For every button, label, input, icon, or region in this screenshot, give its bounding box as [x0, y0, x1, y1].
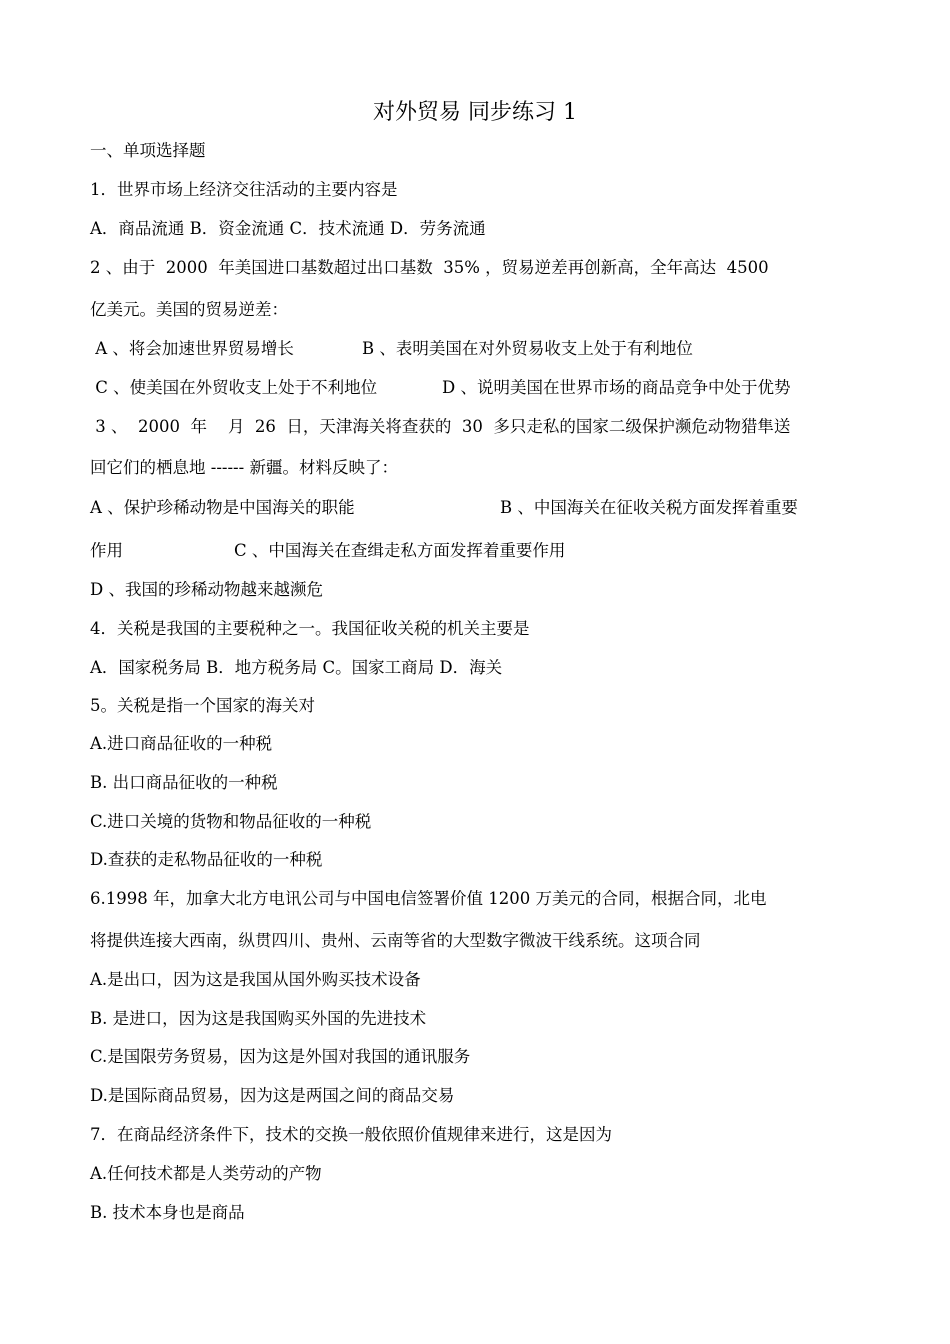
question-6-option-c: C.是国限劳务贸易，因为这是外国对我国的通讯服务 — [90, 1047, 471, 1066]
question-5-option-c: C.进口关境的货物和物品征收的一种税 — [90, 812, 372, 831]
question-6-option-d: D.是国际商品贸易，因为这是两国之间的商品交易 — [90, 1086, 455, 1105]
question-2-option-d: D 、说明美国在世界市场的商品竞争中处于优势 — [442, 378, 791, 397]
question-3-stem-line2: 回它们的栖息地 ------ 新疆。材料反映了： — [90, 458, 398, 477]
question-1-options: A．商品流通 B．资金流通 C．技术流通 D．劳务流通 — [90, 219, 486, 238]
question-4-options: A．国家税务局 B．地方税务局 C。国家工商局 D．海关 — [90, 658, 503, 677]
question-5-option-a: A.进口商品征收的一种税 — [90, 734, 273, 753]
question-1-stem: 1．世界市场上经济交往活动的主要内容是 — [90, 180, 398, 199]
question-7-option-b: B. 技术本身也是商品 — [90, 1203, 245, 1222]
question-3-option-c: C 、中国海关在查缉走私方面发挥着重要作用 — [234, 541, 566, 560]
question-2-stem-line1: 2 、由于 2000 年美国进口基数超过出口基数 35% ，贸易逆差再创新高，全年高达 4500 — [90, 258, 769, 277]
question-3-stem-line1: 3 、 2000 年 月 26 日，天津海关将查获的 30 多只走私的国家二级保护濒危动物猎隼送 — [90, 417, 791, 436]
question-6-option-b: B. 是进口，因为这是我国购买外国的先进技术 — [90, 1009, 427, 1028]
question-5-option-d: D.查获的走私物品征收的一种税 — [90, 850, 323, 869]
question-6-stem-line1: 6.1998 年，加拿大北方电讯公司与中国电信签署价值 1200 万美元的合同，根据合同，北电 — [90, 889, 767, 908]
section-heading: 一、单项选择题 — [90, 141, 206, 160]
question-5-option-b: B. 出口商品征收的一种税 — [90, 773, 278, 792]
question-2-option-a: A 、将会加速世界贸易增长 — [90, 339, 294, 358]
question-7-stem: 7．在商品经济条件下，技术的交换一般依照价值规律来进行，这是因为 — [90, 1125, 612, 1144]
question-3-option-a: A 、保护珍稀动物是中国海关的职能 — [90, 498, 355, 517]
question-2-option-b: B 、表明美国在对外贸易收支上处于有利地位 — [362, 339, 693, 358]
question-6-option-a: A.是出口，因为这是我国从国外购买技术设备 — [90, 970, 421, 989]
question-3-option-b-continued: 作用 — [90, 541, 123, 560]
page-title: 对外贸易 同步练习 1 — [373, 100, 577, 125]
question-2-option-c: C 、使美国在外贸收支上处于不利地位 — [90, 378, 378, 397]
question-3-option-b: B 、中国海关在征收关税方面发挥着重要 — [500, 498, 798, 517]
question-6-stem-line2: 将提供连接大西南，纵贯四川、贵州、云南等省的大型数字微波干线系统。这项合同 — [90, 931, 701, 950]
question-4-stem: 4．关税是我国的主要税种之一。我国征收关税的机关主要是 — [90, 619, 530, 638]
question-7-option-a: A.任何技术都是人类劳动的产物 — [90, 1164, 322, 1183]
question-3-option-d: D 、我国的珍稀动物越来越濒危 — [90, 580, 323, 599]
question-2-stem-line2: 亿美元。美国的贸易逆差： — [90, 300, 288, 319]
question-5-stem: 5。关税是指一个国家的海关对 — [90, 696, 315, 715]
